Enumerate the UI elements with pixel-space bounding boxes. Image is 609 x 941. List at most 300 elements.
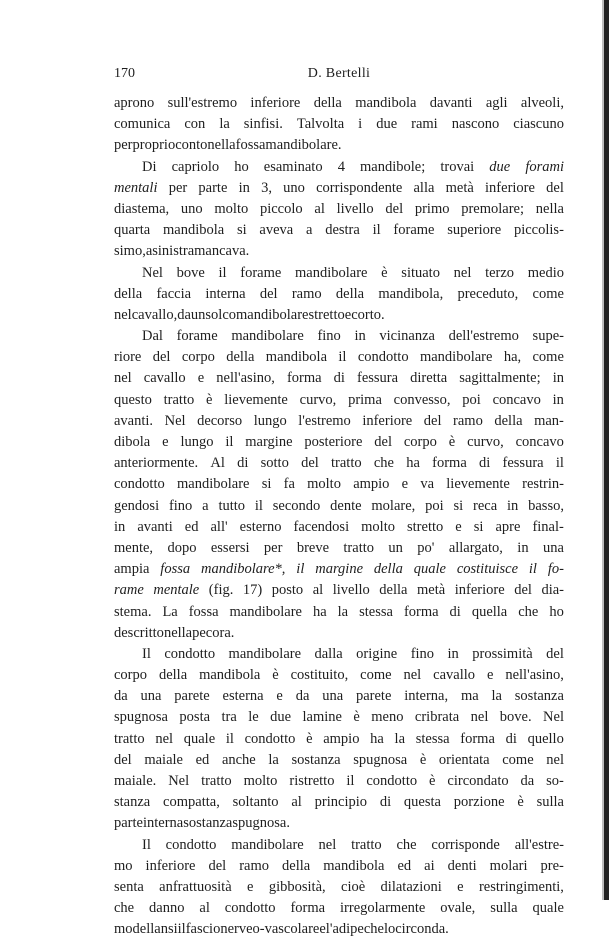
word: destra xyxy=(325,222,360,239)
word: tratto xyxy=(331,455,362,472)
word: porzione xyxy=(453,794,505,811)
word: ha, xyxy=(503,349,522,366)
body-text xyxy=(114,93,564,941)
word: origine xyxy=(356,645,398,662)
word: cribrata xyxy=(414,709,460,726)
word: margine xyxy=(315,561,364,578)
word: del xyxy=(152,349,171,366)
word: bove. xyxy=(499,709,532,726)
word: di xyxy=(449,603,461,620)
word: facendosi xyxy=(293,518,350,535)
word: il xyxy=(218,264,227,281)
text-line xyxy=(114,157,564,178)
word: aprono xyxy=(114,95,155,111)
word: irregolarmente xyxy=(340,900,426,917)
word: il xyxy=(296,561,305,578)
word: Nel xyxy=(168,773,190,789)
word: forma xyxy=(432,455,467,472)
word: corto. xyxy=(351,306,385,323)
word: forma xyxy=(286,370,322,387)
word: inferiore xyxy=(485,179,535,196)
word: condotto xyxy=(244,730,296,747)
page-header xyxy=(114,66,564,84)
word: stessa xyxy=(359,603,393,620)
text-line xyxy=(114,898,564,919)
word: faccia xyxy=(156,285,192,302)
word: nel xyxy=(470,709,489,726)
word: orientata xyxy=(438,751,490,768)
word: aveva xyxy=(259,222,294,239)
word: preceduto, xyxy=(457,285,519,302)
word: mandibole; xyxy=(360,158,426,175)
text-line xyxy=(114,93,564,114)
word: un xyxy=(190,306,206,323)
word: i xyxy=(358,116,363,133)
text-line xyxy=(114,241,564,262)
word: corrispondente xyxy=(316,179,403,196)
word: la xyxy=(268,751,279,768)
word: dopo xyxy=(167,539,197,556)
word: la xyxy=(219,116,230,133)
word: 4 xyxy=(337,158,345,175)
word: è xyxy=(353,709,360,726)
word: di xyxy=(333,370,345,387)
word: il xyxy=(225,730,234,747)
text-line xyxy=(114,750,564,771)
word: convesso, xyxy=(393,391,451,408)
word: ai xyxy=(424,857,435,874)
text-line xyxy=(114,496,564,517)
word: molto xyxy=(307,476,341,493)
word: all' xyxy=(210,518,228,535)
word: le xyxy=(248,709,259,726)
word: fino xyxy=(168,497,193,514)
word: di xyxy=(379,794,392,811)
word: mandibolare*, xyxy=(200,561,286,578)
word: il xyxy=(177,921,186,938)
word: curvo, xyxy=(299,391,337,408)
word: fino xyxy=(317,328,341,345)
word: questo xyxy=(114,391,152,408)
word: Nel xyxy=(142,264,163,281)
word: mandibolare xyxy=(231,836,304,853)
word: anche xyxy=(221,751,256,768)
word: in xyxy=(552,370,564,387)
text-line xyxy=(114,665,564,686)
word: fessura xyxy=(357,370,399,387)
word: nella xyxy=(535,200,564,217)
word: posto xyxy=(271,582,304,599)
word: (fig. xyxy=(208,582,234,599)
word: dibola xyxy=(114,434,151,450)
word: tratto xyxy=(351,836,382,853)
word: avanti. xyxy=(114,412,154,429)
word: sinfisi. xyxy=(243,116,283,133)
word: man- xyxy=(534,412,564,429)
text-line xyxy=(114,856,564,877)
page-edge xyxy=(604,0,609,900)
word: del xyxy=(385,200,404,217)
word: mandibolare xyxy=(229,603,302,620)
word: supe- xyxy=(532,328,564,345)
word: situato xyxy=(401,264,440,281)
word: solco xyxy=(205,306,237,323)
text-line xyxy=(114,178,564,199)
word: lievemente xyxy=(224,391,288,408)
word: quello xyxy=(527,730,564,747)
word: in xyxy=(517,539,529,556)
word: final- xyxy=(532,518,564,535)
word: del xyxy=(374,434,392,450)
word: fossa xyxy=(160,561,191,578)
word: e xyxy=(457,878,464,895)
word: stretto xyxy=(407,518,444,535)
word: nella xyxy=(207,137,236,154)
word: corpo xyxy=(114,667,148,684)
word: mo xyxy=(114,857,133,874)
word: esterno xyxy=(239,518,282,535)
word: fessura xyxy=(502,455,544,472)
word: gibbosità, xyxy=(268,878,326,895)
word: e xyxy=(276,688,283,705)
text-line xyxy=(114,284,564,305)
word: restringimenti, xyxy=(478,878,564,895)
word: restrin- xyxy=(522,476,564,493)
word: mandibola xyxy=(265,349,328,366)
word: si xyxy=(236,222,247,239)
word: fa xyxy=(283,476,295,493)
word: ramo xyxy=(239,857,270,874)
text-line xyxy=(114,517,564,538)
word: maiale. xyxy=(114,773,157,789)
word: del xyxy=(208,857,227,874)
word: fossa xyxy=(188,603,219,620)
text-line xyxy=(114,538,564,559)
running-head: D. Bertelli xyxy=(307,66,371,81)
word: cavallo xyxy=(143,370,186,387)
word: essersi xyxy=(210,539,250,556)
text-line xyxy=(114,792,564,813)
word: in xyxy=(238,179,250,196)
word: del xyxy=(546,645,564,662)
word: parete xyxy=(174,688,210,705)
word: stema. xyxy=(114,603,152,620)
word: il xyxy=(372,222,381,239)
word: condotto xyxy=(357,349,409,366)
word: tratto xyxy=(114,730,145,747)
word: costituito, xyxy=(290,667,349,684)
word: della xyxy=(379,582,408,599)
text-line xyxy=(114,474,564,495)
word: lungo xyxy=(180,434,214,450)
text-line xyxy=(114,347,564,368)
word: molto xyxy=(214,200,249,217)
word: e xyxy=(162,434,169,450)
word: maiale xyxy=(144,751,183,768)
word: è xyxy=(381,264,388,281)
word: nel xyxy=(453,264,472,281)
word: nascono xyxy=(451,116,500,133)
word: da xyxy=(177,306,191,323)
word: forame xyxy=(176,328,218,345)
word: è xyxy=(306,730,313,747)
word: comunica xyxy=(114,116,171,133)
word: corpo xyxy=(181,349,215,366)
word: e xyxy=(455,518,462,535)
word: inferiore xyxy=(362,412,413,429)
word: esaminato xyxy=(263,158,323,175)
text-line xyxy=(114,623,564,644)
word: lievemente xyxy=(446,476,510,493)
word: sagittalmente; xyxy=(459,370,541,387)
page-number: 170 xyxy=(114,66,135,81)
word: l'estremo xyxy=(298,412,351,429)
word: inferiore xyxy=(145,857,196,874)
word: ho xyxy=(549,603,564,620)
word: reca xyxy=(473,497,498,514)
word: mente, xyxy=(114,539,154,556)
word: terzo xyxy=(485,264,515,281)
word: mandibolare xyxy=(419,349,493,366)
word: del xyxy=(514,582,532,599)
word: della xyxy=(335,285,365,302)
text-line xyxy=(114,602,564,623)
word: che xyxy=(373,455,394,472)
word: di xyxy=(479,455,491,472)
word: forame xyxy=(393,222,435,239)
word: proprio xyxy=(132,137,176,154)
word: poi xyxy=(425,497,444,514)
word: riore xyxy=(114,349,142,366)
word: la xyxy=(394,730,406,747)
word: della xyxy=(158,667,188,684)
word: molare, xyxy=(371,497,416,514)
text-line xyxy=(114,326,564,347)
word: nel xyxy=(546,751,564,768)
word: della xyxy=(282,857,311,874)
word: dell'estremo xyxy=(448,328,519,345)
text-line xyxy=(114,580,564,601)
word: come xyxy=(532,349,564,366)
word: per xyxy=(168,179,188,196)
word: mentali xyxy=(114,179,158,196)
word: è xyxy=(419,751,427,768)
word: nella xyxy=(163,624,193,641)
word: fino xyxy=(410,645,435,662)
word: e xyxy=(344,306,352,323)
word: mandibola xyxy=(199,667,261,684)
word: molto xyxy=(361,518,395,535)
word: dia- xyxy=(541,582,564,599)
word: corpo xyxy=(403,434,437,450)
word: 3, xyxy=(261,179,272,196)
word: nel xyxy=(403,667,422,684)
word: la xyxy=(491,688,502,705)
word: si xyxy=(261,476,272,493)
word: mandibolare xyxy=(176,476,250,493)
word: cioè xyxy=(341,878,366,895)
word: circondato xyxy=(447,773,509,789)
word: fossa xyxy=(235,137,266,154)
word: Al xyxy=(210,455,225,472)
word: posteriore xyxy=(304,434,363,450)
word: quale xyxy=(413,561,446,578)
word: stretto xyxy=(308,306,345,323)
word: per xyxy=(114,137,133,154)
word: a xyxy=(306,222,313,239)
text-line xyxy=(114,263,564,284)
word: Talvolta xyxy=(296,116,345,133)
word: la xyxy=(337,603,349,620)
word: a xyxy=(202,497,209,514)
word: da xyxy=(114,688,128,705)
word: e xyxy=(197,370,205,387)
word: parte xyxy=(114,815,143,832)
word: fascio xyxy=(185,921,221,938)
word: uno xyxy=(180,200,203,217)
text-line xyxy=(114,835,564,856)
word: della xyxy=(226,349,255,366)
word: del xyxy=(259,285,278,302)
word: il xyxy=(528,561,537,578)
word: di xyxy=(237,455,249,472)
word: che xyxy=(396,836,417,853)
word: al xyxy=(199,900,210,917)
word: condotto xyxy=(164,645,216,662)
text-line xyxy=(114,919,564,940)
word: molari xyxy=(489,857,528,874)
word: metà xyxy=(417,582,446,599)
word: ed xyxy=(195,751,210,768)
word: sinistra xyxy=(152,243,195,260)
word: mandibola xyxy=(355,95,417,111)
word: concavo xyxy=(515,434,564,450)
word: curvo, xyxy=(467,434,504,450)
word: prima xyxy=(348,391,382,408)
text-line xyxy=(114,771,564,792)
word: in xyxy=(354,328,366,345)
word: ampio xyxy=(323,730,360,747)
word: l'adipe xyxy=(325,921,364,938)
word: tratto xyxy=(201,773,232,789)
word: sostanza xyxy=(514,688,564,705)
word: inferiore xyxy=(454,582,505,599)
word: diretta xyxy=(410,370,448,387)
word: lo xyxy=(383,921,396,938)
text-line xyxy=(114,729,564,750)
word: di xyxy=(505,730,517,747)
word: livello xyxy=(332,582,370,599)
word: due xyxy=(376,116,398,133)
word: quale xyxy=(532,900,564,917)
word: dente xyxy=(330,497,362,514)
word: premolare; xyxy=(461,200,525,217)
word: medio xyxy=(527,264,564,281)
word: Nel xyxy=(164,412,186,429)
word: ha xyxy=(370,730,384,747)
text-line xyxy=(114,644,564,665)
word: sotto xyxy=(260,455,289,472)
word: il xyxy=(254,497,263,514)
word: un xyxy=(388,539,403,556)
word: piccolis- xyxy=(513,222,564,239)
word: è xyxy=(517,794,524,811)
word: e xyxy=(486,667,494,684)
word: piccolo xyxy=(259,200,303,217)
word: tra xyxy=(221,709,237,726)
word: interna xyxy=(142,815,184,832)
word: una xyxy=(140,688,162,705)
word: agli xyxy=(485,95,508,111)
word: si xyxy=(473,518,484,535)
word: del xyxy=(546,179,564,196)
word: ma xyxy=(460,688,479,705)
word: dalla xyxy=(314,645,343,662)
word: che xyxy=(114,900,135,917)
word: del xyxy=(114,751,132,768)
word: mandibolare xyxy=(231,328,304,345)
word: descritto xyxy=(114,624,164,641)
word: mandibola xyxy=(323,857,385,874)
word: questa xyxy=(403,794,441,811)
word: al xyxy=(291,794,302,811)
word: mandibolare xyxy=(295,264,368,281)
word: senta xyxy=(114,878,144,895)
word: ed xyxy=(397,857,412,874)
word: denti xyxy=(447,857,477,874)
word: cavallo, xyxy=(131,306,178,323)
word: lamine xyxy=(302,709,342,726)
word: lungo xyxy=(253,412,287,429)
word: alla xyxy=(413,179,435,196)
word: ha xyxy=(312,603,327,620)
word: in xyxy=(552,391,564,408)
word: due xyxy=(489,158,511,175)
word: alveoli, xyxy=(520,95,564,111)
word: diastema, xyxy=(114,200,170,217)
text-line xyxy=(114,707,564,728)
text-line xyxy=(114,686,564,707)
word: ramo xyxy=(453,412,483,429)
word: spugnosa xyxy=(114,709,168,726)
text-line xyxy=(114,199,564,220)
word: anteriormente. xyxy=(114,455,199,472)
word: pre- xyxy=(540,857,564,874)
word: basso, xyxy=(528,497,564,514)
word: e xyxy=(401,476,409,493)
word: mentale xyxy=(153,582,200,599)
word: danno xyxy=(149,900,185,917)
word: mandibolare. xyxy=(265,137,342,154)
word: apre xyxy=(495,518,521,535)
word: è xyxy=(429,773,436,789)
word: ristretto xyxy=(289,773,335,789)
word: della xyxy=(373,561,403,578)
word: forma xyxy=(403,603,439,620)
word: soltanto xyxy=(232,794,279,811)
word: sulla xyxy=(490,900,518,917)
word: il xyxy=(225,434,234,450)
word: due xyxy=(270,709,292,726)
word: parete xyxy=(355,688,392,705)
word: concavo xyxy=(492,391,541,408)
text-line xyxy=(114,432,564,453)
word: come xyxy=(532,285,564,302)
word: in xyxy=(447,645,459,662)
word: a xyxy=(145,243,153,260)
word: condotto xyxy=(114,476,165,493)
word: cavallo xyxy=(433,667,476,684)
